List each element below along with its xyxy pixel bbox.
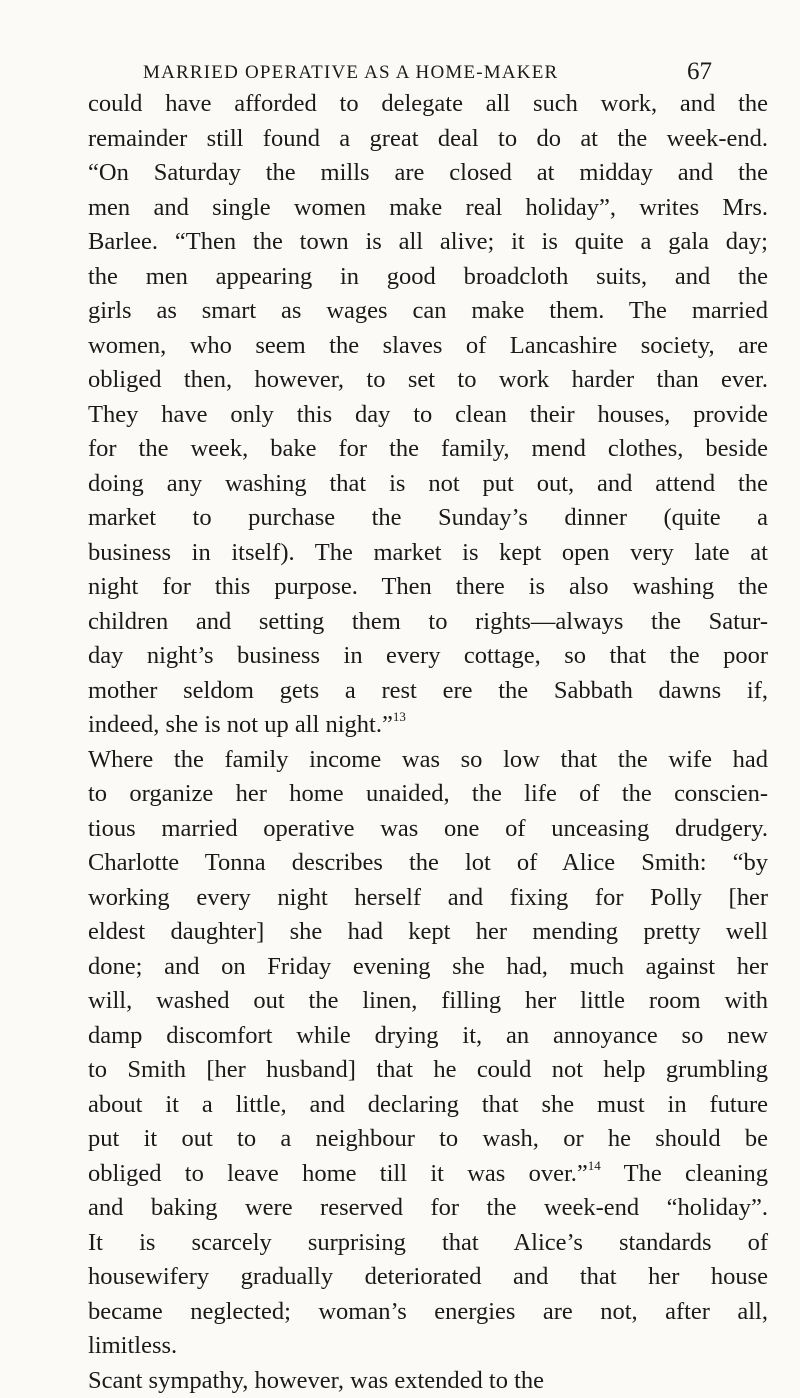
text-line-content: the men appearing in good broadcloth suits, and the (88, 263, 768, 290)
text-line (88, 156, 768, 191)
text-line (88, 1260, 768, 1295)
footnote-marker: 13 (393, 709, 406, 724)
text-line (88, 329, 768, 364)
text-line-content: Charlotte Tonna describes the lot of Alice Smith: “by (88, 849, 768, 876)
text-line (88, 501, 768, 536)
text-line-content: done; and on Friday evening she had, much against her (88, 953, 768, 980)
text-line (88, 984, 768, 1019)
text-line-content: limitless. (88, 1332, 177, 1359)
text-line (88, 1053, 768, 1088)
text-line-content: for the week, bake for the family, mend clothes, beside (88, 435, 768, 462)
text-line-content: damp discomfort while drying it, an annoyance so new (88, 1022, 768, 1049)
text-line (88, 950, 768, 985)
text-line-content: could have afforded to delegate all such work, and the (88, 90, 768, 117)
text-line-content: to Smith [her husband] that he could not help grumbling (88, 1056, 768, 1083)
text-line (88, 1226, 768, 1261)
text-line-content: They have only this day to clean their houses, provide (88, 401, 768, 428)
text-line-content: obliged then, however, to set to work harder than ever. (88, 366, 768, 393)
text-line-content: obliged to leave home till it was over.” (88, 1160, 588, 1187)
text-line (88, 846, 768, 881)
text-line-content: Barlee. “Then the town is all alive; it is quite a gala day; (88, 228, 768, 255)
text-line-content: put it out to a neighbour to wash, or he should be (88, 1125, 768, 1152)
text-line-content: children and setting them to rights—always the Satur- (88, 608, 768, 635)
text-line-content: night for this purpose. Then there is also washing the (88, 573, 768, 600)
text-line-content: Scant sympathy, however, was extended to the (88, 1367, 544, 1394)
text-line-content: men and single women make real holiday”, writes Mrs. (88, 194, 768, 221)
text-line-content: to organize her home unaided, the life of the conscien- (88, 780, 768, 807)
text-line (88, 87, 768, 122)
text-line-content: Where the family income was so low that the wife had (88, 746, 768, 773)
text-line (88, 260, 768, 295)
running-title: MARRIED OPERATIVE AS A HOME-MAKER (143, 62, 558, 84)
text-line-content: working every night herself and fixing for Polly [her (88, 884, 768, 911)
text-line-content: remainder still found a great deal to do at the week-end. (88, 125, 768, 152)
text-line (88, 1122, 768, 1157)
text-line (88, 605, 768, 640)
text-line (88, 881, 768, 916)
text-line (88, 777, 768, 812)
text-line (88, 812, 768, 847)
text-line-content: housewifery gradually deteriorated and that her house (88, 1263, 768, 1290)
text-line (88, 225, 768, 260)
text-line-content: and baking were reserved for the week-end “holiday”. (88, 1194, 768, 1221)
text-line (88, 1364, 768, 1398)
text-line (88, 191, 768, 226)
text-line-content: tious married operative was one of unceasing drudgery. (88, 815, 768, 842)
text-line (88, 570, 768, 605)
body-text (88, 87, 768, 1398)
text-line-content: market to purchase the Sunday’s dinner (quite a (88, 504, 768, 531)
text-line (88, 1088, 768, 1123)
page-number: 67 (687, 58, 712, 86)
text-line (88, 363, 768, 398)
text-line-content: day night’s business in every cottage, so that the poor (88, 642, 768, 669)
text-line (88, 294, 768, 329)
text-line (88, 1295, 768, 1330)
text-line-content: indeed, she is not up all night.” (88, 711, 393, 738)
text-line (88, 536, 768, 571)
text-line-content: mother seldom gets a rest ere the Sabbath dawns if, (88, 677, 768, 704)
text-line (88, 398, 768, 433)
text-line-content: “On Saturday the mills are closed at midday and the (88, 159, 768, 186)
text-line-content: became neglected; woman’s energies are not, after all, (88, 1298, 768, 1325)
text-line-content: about it a little, and declaring that she must in future (88, 1091, 768, 1118)
text-line (88, 915, 768, 950)
text-line-content: It is scarcely surprising that Alice’s standards of (88, 1229, 768, 1256)
text-line (88, 1329, 768, 1364)
text-line (88, 1157, 768, 1192)
text-line-content: girls as smart as wages can make them. The married (88, 297, 768, 324)
text-line (88, 639, 768, 674)
text-line-content: eldest daughter] she had kept her mending pretty well (88, 918, 768, 945)
text-line (88, 743, 768, 778)
text-line (88, 432, 768, 467)
footnote-marker: 14 (588, 1158, 601, 1173)
text-line-content: will, washed out the linen, filling her little room with (88, 987, 768, 1014)
text-line-content: women, who seem the slaves of Lancashire society, are (88, 332, 768, 359)
text-line-content: business in itself). The market is kept open very late at (88, 539, 768, 566)
text-line (88, 674, 768, 709)
text-line (88, 1019, 768, 1054)
text-line (88, 708, 768, 743)
text-line-continuation: The cleaning (601, 1160, 768, 1187)
text-line (88, 122, 768, 157)
text-line-content: doing any washing that is not put out, and attend the (88, 470, 768, 497)
text-line (88, 467, 768, 502)
text-line (88, 1191, 768, 1226)
